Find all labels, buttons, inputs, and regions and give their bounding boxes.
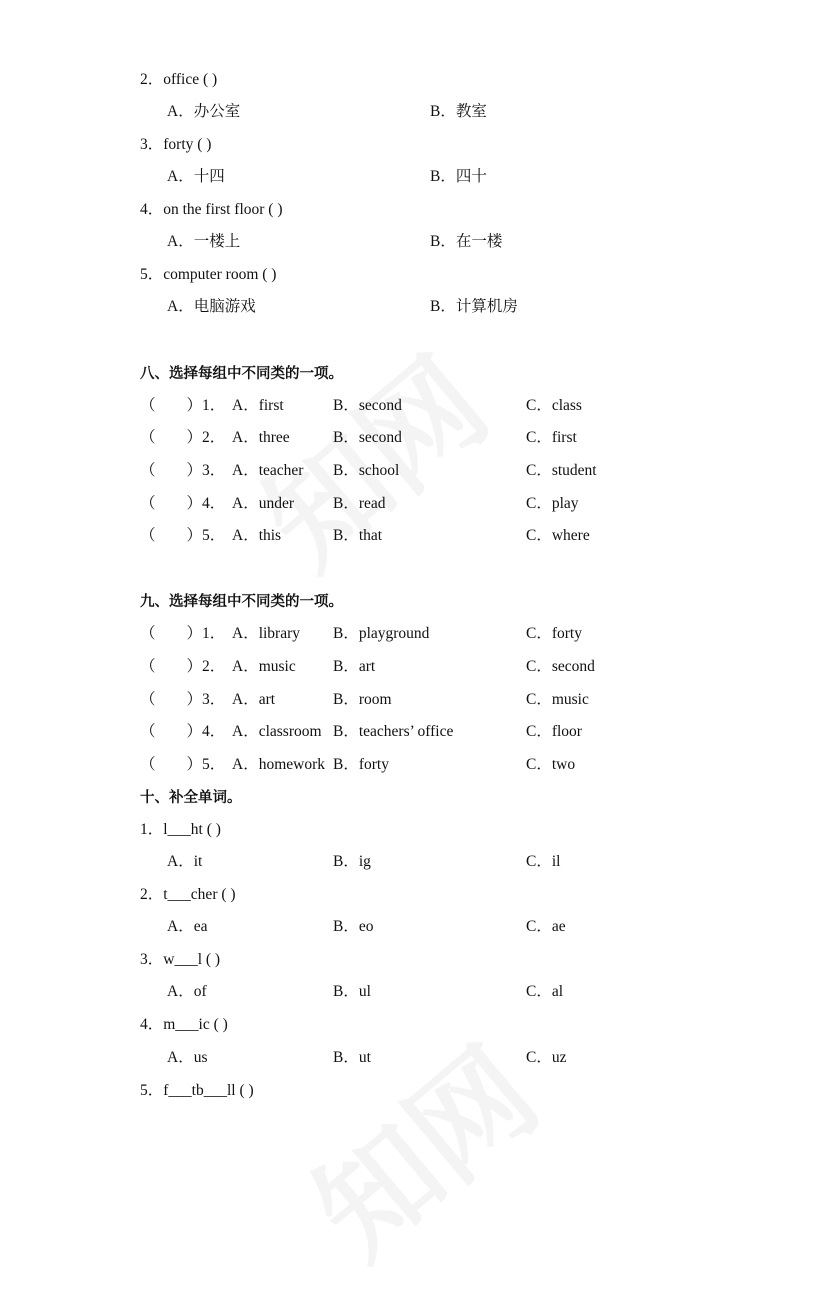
q9-1-option-a: A．library: [232, 625, 301, 642]
watermark-bottom: [273, 1003, 567, 1289]
q10-2-option-b: B．eo: [333, 918, 374, 935]
q8-2-option-a: A．three: [232, 429, 290, 446]
q9-2-option-a: A．music: [232, 658, 296, 675]
q8-2-option-b: B．second: [333, 429, 402, 446]
q10-2-option-a: A．ea: [167, 918, 208, 935]
q9-4-option-c: C．floor: [526, 723, 582, 740]
q9-3-option-c: C．music: [526, 691, 589, 708]
q7-3-stem: 3．forty ( ): [140, 136, 212, 153]
q10-1-option-a: A．it: [167, 853, 203, 870]
q9-5-paren: （ ）5．: [140, 756, 226, 773]
q9-4-option-a: A．classroom: [232, 723, 322, 740]
q10-1-stem: 1．l___ht ( ): [140, 821, 221, 838]
q7-3-option-a: A．十四: [167, 168, 225, 185]
section-8-title: 八、选择每组中不同类的一项。: [140, 366, 343, 382]
q7-3-option-b: B．四十: [430, 168, 487, 185]
q7-2-option-a: A．办公室: [167, 103, 241, 120]
q9-2-option-c: C．second: [526, 658, 595, 675]
q10-3-stem: 3．w___l ( ): [140, 951, 221, 968]
q7-2-stem: 2．office ( ): [140, 71, 218, 88]
q10-4-option-b: B．ut: [333, 1049, 371, 1066]
q8-4-paren: （ ）4．: [140, 495, 226, 512]
q9-3-option-a: A．art: [232, 691, 276, 708]
q8-3-option-b: B．school: [333, 462, 400, 479]
section-10-title: 十、补全单词。: [140, 790, 242, 806]
q10-3-option-c: C．al: [526, 983, 564, 1000]
q9-3-option-b: B．room: [333, 691, 392, 708]
q10-1-option-c: C．il: [526, 853, 561, 870]
q9-2-option-b: B．art: [333, 658, 376, 675]
q8-5-option-c: C．where: [526, 527, 590, 544]
q8-5-option-a: A．this: [232, 527, 282, 544]
q10-4-option-a: A．us: [167, 1049, 208, 1066]
q8-3-option-c: C．student: [526, 462, 597, 479]
q7-4-option-b: B．在一楼: [430, 233, 503, 250]
q8-2-paren: （ ）2．: [140, 429, 226, 446]
q8-4-option-b: B．read: [333, 495, 386, 512]
q8-5-paren: （ ）5．: [140, 527, 226, 544]
q8-1-option-a: A．first: [232, 397, 284, 414]
q10-2-option-c: C．ae: [526, 918, 566, 935]
q9-5-option-b: B．forty: [333, 756, 389, 773]
watermark: [223, 313, 517, 599]
q9-5-option-c: C．two: [526, 756, 576, 773]
q7-5-option-a: A．电脑游戏: [167, 298, 256, 315]
q7-5-stem: 5．computer room ( ): [140, 266, 277, 283]
q10-2-stem: 2．t___cher ( ): [140, 886, 236, 903]
q10-4-option-c: C．uz: [526, 1049, 567, 1066]
q8-3-paren: （ ）3．: [140, 462, 226, 479]
q7-4-option-a: A．一楼上: [167, 233, 241, 250]
q9-1-option-c: C．forty: [526, 625, 582, 642]
q9-1-paren: （ ）1．: [140, 625, 226, 642]
q7-4-stem: 4．on the first floor ( ): [140, 201, 283, 218]
q8-3-option-a: A．teacher: [232, 462, 304, 479]
q9-5-option-a: A．homework: [232, 756, 325, 773]
q9-4-paren: （ ）4．: [140, 723, 226, 740]
q8-1-option-b: B．second: [333, 397, 402, 414]
q8-4-option-a: A．under: [232, 495, 294, 512]
q8-4-option-c: C．play: [526, 495, 579, 512]
q9-2-paren: （ ）2．: [140, 658, 226, 675]
q7-5-option-b: B．计算机房: [430, 298, 518, 315]
q9-4-option-b: B．teachers’ office: [333, 723, 454, 740]
q10-1-option-b: B．ig: [333, 853, 371, 870]
q8-5-option-b: B．that: [333, 527, 383, 544]
q10-3-option-b: B．ul: [333, 983, 371, 1000]
q10-5-stem: 5．f___tb___ll ( ): [140, 1082, 254, 1099]
q8-1-option-c: C．class: [526, 397, 582, 414]
q10-4-stem: 4．m___ic ( ): [140, 1016, 228, 1033]
q7-2-option-b: B．教室: [430, 103, 487, 120]
q9-1-option-b: B．playground: [333, 625, 430, 642]
q10-3-option-a: A．of: [167, 983, 207, 1000]
section-9-title: 九、选择每组中不同类的一项。: [140, 594, 343, 610]
q8-1-paren: （ ）1．: [140, 397, 226, 414]
q9-3-paren: （ ）3．: [140, 691, 226, 708]
q8-2-option-c: C．first: [526, 429, 577, 446]
